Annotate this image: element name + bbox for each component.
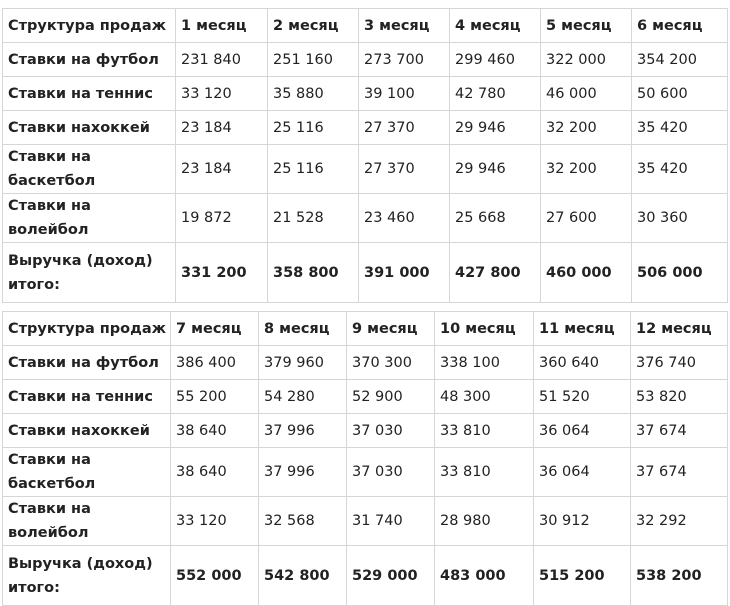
table-row <box>3 145 728 194</box>
header-cell: 9 месяц <box>347 312 435 346</box>
table-cell: 37 674 <box>631 414 728 448</box>
table-cell: 53 820 <box>631 380 728 414</box>
total-row <box>3 243 728 303</box>
table-cell: 32 568 <box>259 497 347 546</box>
table-cell: 35 420 <box>632 111 728 145</box>
sales-table-months-7-12 <box>2 311 728 606</box>
table-cell: 360 640 <box>534 346 631 380</box>
header-cell: 3 месяц <box>359 9 450 43</box>
row-label: Выручка (доход) итого: <box>3 546 171 606</box>
table-cell: 376 740 <box>631 346 728 380</box>
table-row <box>3 414 728 448</box>
sales-table-months-1-6 <box>2 8 728 303</box>
table-cell: 36 064 <box>534 414 631 448</box>
table-cell: 31 740 <box>347 497 435 546</box>
table-cell: 231 840 <box>176 43 268 77</box>
total-row <box>3 546 728 606</box>
table-cell: 25 668 <box>450 194 541 243</box>
table-cell: 427 800 <box>450 243 541 303</box>
table-cell: 29 946 <box>450 111 541 145</box>
table-header-row <box>3 312 728 346</box>
table-cell: 33 120 <box>176 77 268 111</box>
table-cell: 25 116 <box>268 111 359 145</box>
table-cell: 386 400 <box>171 346 259 380</box>
table-header-row <box>3 9 728 43</box>
table-row <box>3 111 728 145</box>
table-cell: 542 800 <box>259 546 347 606</box>
header-cell: 6 месяц <box>632 9 728 43</box>
table-cell: 28 980 <box>435 497 534 546</box>
header-cell: Структура продаж <box>3 9 176 43</box>
table-cell: 50 600 <box>632 77 728 111</box>
table-cell: 460 000 <box>541 243 632 303</box>
header-cell: 2 месяц <box>268 9 359 43</box>
header-cell: 8 месяц <box>259 312 347 346</box>
row-label: Ставки на теннис <box>3 380 171 414</box>
table-cell: 55 200 <box>171 380 259 414</box>
row-label: Выручка (доход) итого: <box>3 243 176 303</box>
table-cell: 379 960 <box>259 346 347 380</box>
table-cell: 23 184 <box>176 145 268 194</box>
table-cell: 37 674 <box>631 448 728 497</box>
header-cell: Структура продаж <box>3 312 171 346</box>
table-cell: 36 064 <box>534 448 631 497</box>
table-cell: 529 000 <box>347 546 435 606</box>
table-cell: 35 880 <box>268 77 359 111</box>
table-cell: 46 000 <box>541 77 632 111</box>
table-cell: 42 780 <box>450 77 541 111</box>
table-cell: 32 200 <box>541 145 632 194</box>
table-row <box>3 43 728 77</box>
table-row <box>3 448 728 497</box>
header-cell: 10 месяц <box>435 312 534 346</box>
header-cell: 5 месяц <box>541 9 632 43</box>
header-cell: 1 месяц <box>176 9 268 43</box>
table-cell: 30 912 <box>534 497 631 546</box>
table-cell: 354 200 <box>632 43 728 77</box>
table-cell: 35 420 <box>632 145 728 194</box>
header-cell: 4 месяц <box>450 9 541 43</box>
table-cell: 299 460 <box>450 43 541 77</box>
table-cell: 25 116 <box>268 145 359 194</box>
table-cell: 370 300 <box>347 346 435 380</box>
table-cell: 23 184 <box>176 111 268 145</box>
table-cell: 30 360 <box>632 194 728 243</box>
table-cell: 37 030 <box>347 414 435 448</box>
table-cell: 37 996 <box>259 448 347 497</box>
table-cell: 33 810 <box>435 414 534 448</box>
row-label: Ставки на футбол <box>3 43 176 77</box>
table-cell: 33 810 <box>435 448 534 497</box>
row-label: Ставки на баскетбол <box>3 448 171 497</box>
table-cell: 251 160 <box>268 43 359 77</box>
table-cell: 552 000 <box>171 546 259 606</box>
table-cell: 19 872 <box>176 194 268 243</box>
table-cell: 38 640 <box>171 448 259 497</box>
table-cell: 358 800 <box>268 243 359 303</box>
table-cell: 21 528 <box>268 194 359 243</box>
table-cell: 338 100 <box>435 346 534 380</box>
table-cell: 48 300 <box>435 380 534 414</box>
table-cell: 27 600 <box>541 194 632 243</box>
header-cell: 7 месяц <box>171 312 259 346</box>
table-row <box>3 380 728 414</box>
header-cell: 11 месяц <box>534 312 631 346</box>
table-row <box>3 194 728 243</box>
table-cell: 37 996 <box>259 414 347 448</box>
table-cell: 27 370 <box>359 145 450 194</box>
table-cell: 37 030 <box>347 448 435 497</box>
table-cell: 483 000 <box>435 546 534 606</box>
table-cell: 32 292 <box>631 497 728 546</box>
table-row <box>3 497 728 546</box>
row-label: Ставки на баскетбол <box>3 145 176 194</box>
table-cell: 322 000 <box>541 43 632 77</box>
table-cell: 51 520 <box>534 380 631 414</box>
table-cell: 32 200 <box>541 111 632 145</box>
table-cell: 29 946 <box>450 145 541 194</box>
table-cell: 54 280 <box>259 380 347 414</box>
table-cell: 331 200 <box>176 243 268 303</box>
table-cell: 38 640 <box>171 414 259 448</box>
table-cell: 52 900 <box>347 380 435 414</box>
table-row <box>3 77 728 111</box>
row-label: Ставки нахоккей <box>3 111 176 145</box>
table-cell: 33 120 <box>171 497 259 546</box>
row-label: Ставки на футбол <box>3 346 171 380</box>
table-cell: 273 700 <box>359 43 450 77</box>
table-cell: 39 100 <box>359 77 450 111</box>
row-label: Ставки нахоккей <box>3 414 171 448</box>
row-label: Ставки на волейбол <box>3 194 176 243</box>
table-row <box>3 346 728 380</box>
table-cell: 391 000 <box>359 243 450 303</box>
table-cell: 23 460 <box>359 194 450 243</box>
table-cell: 515 200 <box>534 546 631 606</box>
table-cell: 27 370 <box>359 111 450 145</box>
row-label: Ставки на волейбол <box>3 497 171 546</box>
row-label: Ставки на теннис <box>3 77 176 111</box>
header-cell: 12 месяц <box>631 312 728 346</box>
table-cell: 506 000 <box>632 243 728 303</box>
table-cell: 538 200 <box>631 546 728 606</box>
